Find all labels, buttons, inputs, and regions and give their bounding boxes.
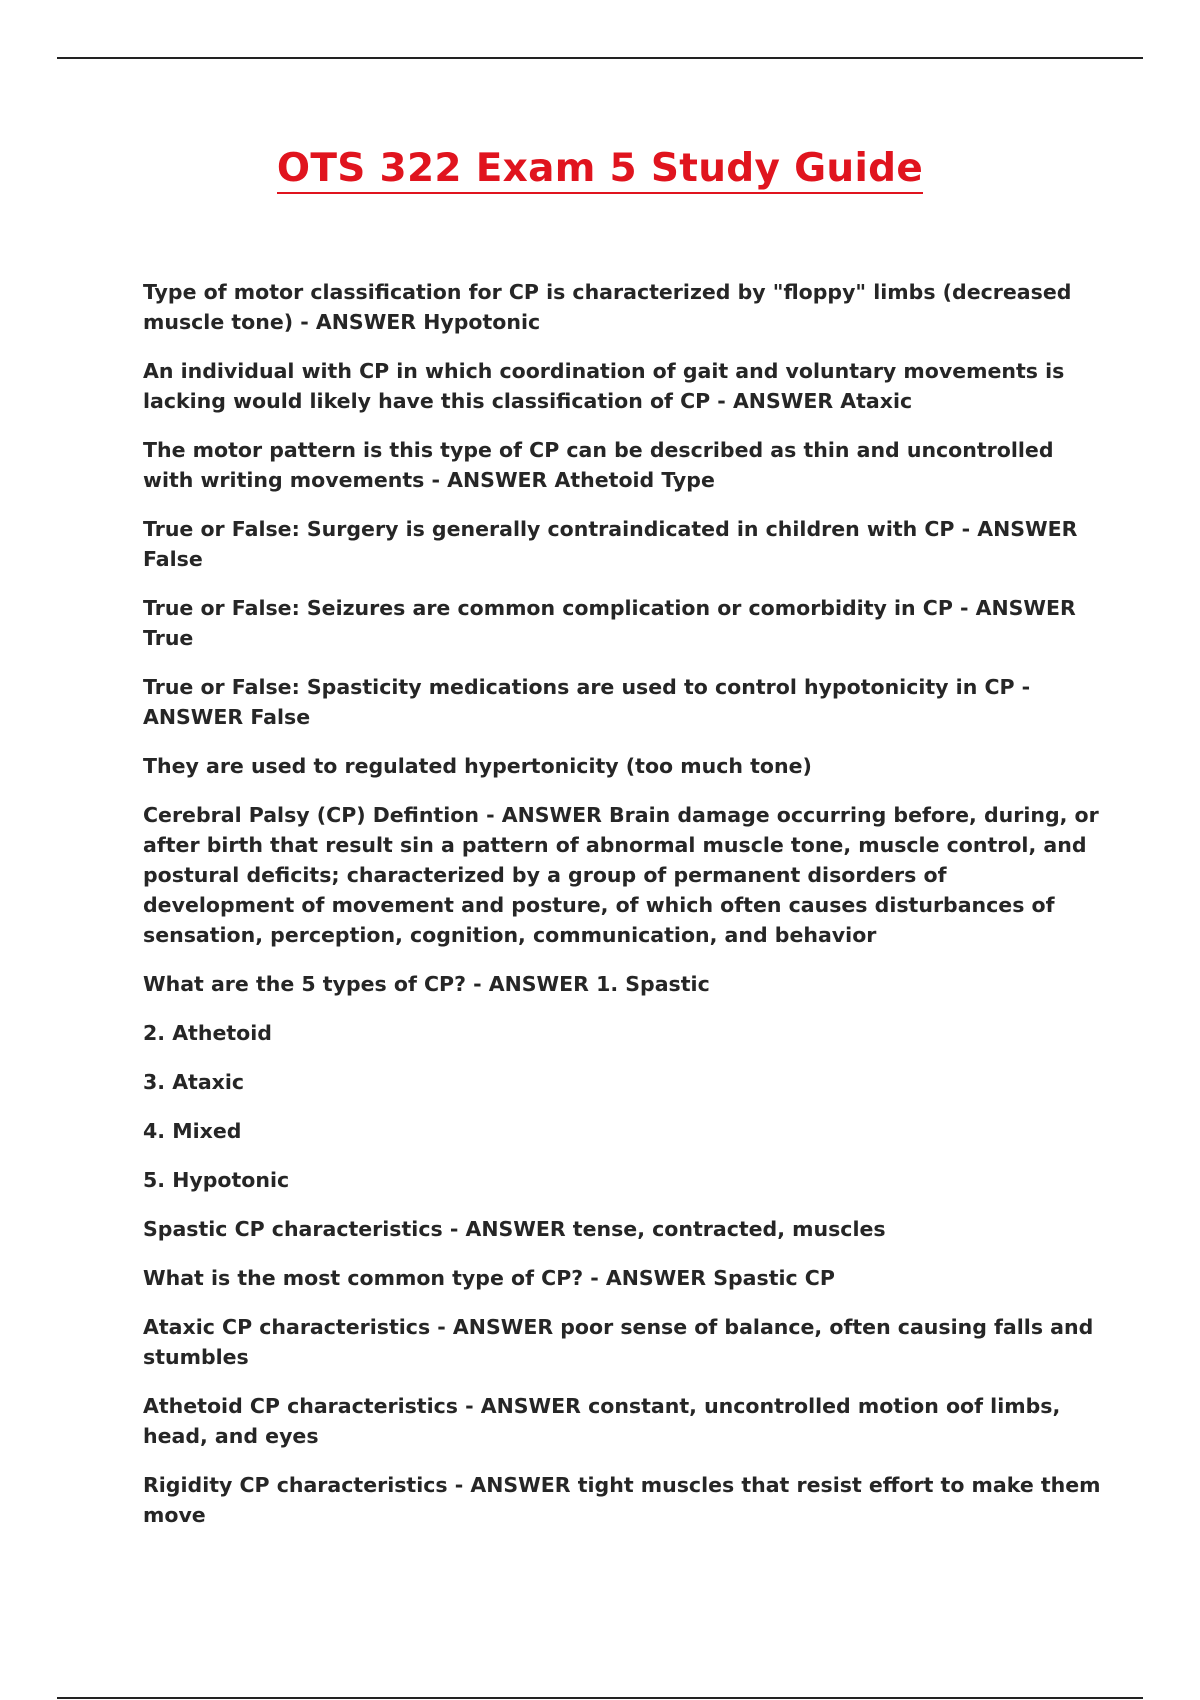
document-title: OTS 322 Exam 5 Study Guide xyxy=(277,148,923,194)
qa-item-16: Ataxic CP characteristics - ANSWER poor sense of balance, often causing falls and stumbles xyxy=(143,1315,1094,1369)
qa-item-17: Athetoid CP characteristics - ANSWER constant, uncontrolled motion oof limbs, head, and eyes xyxy=(143,1394,1061,1448)
qa-item-10: 2. Athetoid xyxy=(143,1021,272,1045)
qa-item-6: True or False: Spasticity medications are used to control hypotonicity in CP - ANSWER False xyxy=(143,675,1031,729)
qa-item-13: 5. Hypotonic xyxy=(143,1168,290,1192)
qa-item-12: 4. Mixed xyxy=(143,1119,242,1143)
qa-item-14: Spastic CP characteristics - ANSWER tense, contracted, muscles xyxy=(143,1217,886,1241)
qa-item-1: Type of motor classification for CP is characterized by "floppy" limbs (decreased muscle tone) - ANSWER Hypotonic xyxy=(143,280,1072,334)
qa-item-11: 3. Ataxic xyxy=(143,1070,245,1094)
qa-item-3: The motor pattern is this type of CP can be described as thin and uncontrolled with writing movements - ANSWER Athetoid Type xyxy=(143,438,1054,492)
bottom-rule xyxy=(57,1697,1143,1699)
qa-item-4: True or False: Surgery is generally contraindicated in children with CP - ANSWER False xyxy=(143,517,1078,571)
qa-item-2: An individual with CP in which coordination of gait and voluntary movements is lacking would likely have this classification of CP - ANSWER Ataxic xyxy=(143,359,1065,413)
top-rule xyxy=(57,57,1143,59)
qa-item-7: They are used to regulated hypertonicity (too much tone) xyxy=(143,754,812,778)
qa-item-18: Rigidity CP characteristics - ANSWER tight muscles that resist effort to make them move xyxy=(143,1473,1101,1527)
title-container xyxy=(0,148,1200,194)
qa-item-15: What is the most common type of CP? - ANSWER Spastic CP xyxy=(143,1266,835,1290)
qa-item-9: What are the 5 types of CP? - ANSWER 1. Spastic xyxy=(143,972,710,996)
document-body xyxy=(143,277,1103,1549)
qa-item-5: True or False: Seizures are common complication or comorbidity in CP - ANSWER True xyxy=(143,596,1076,650)
qa-item-8: Cerebral Palsy (CP) Defintion - ANSWER Brain damage occurring before, during, or after birth that result sin a pattern of abnormal muscle tone, muscle control, and postural deficits; characterized by a group of permanent disorders of development of movement and posture, of which often causes disturbances of sensation, perception, cognition, communication, and behavior xyxy=(143,803,1099,947)
